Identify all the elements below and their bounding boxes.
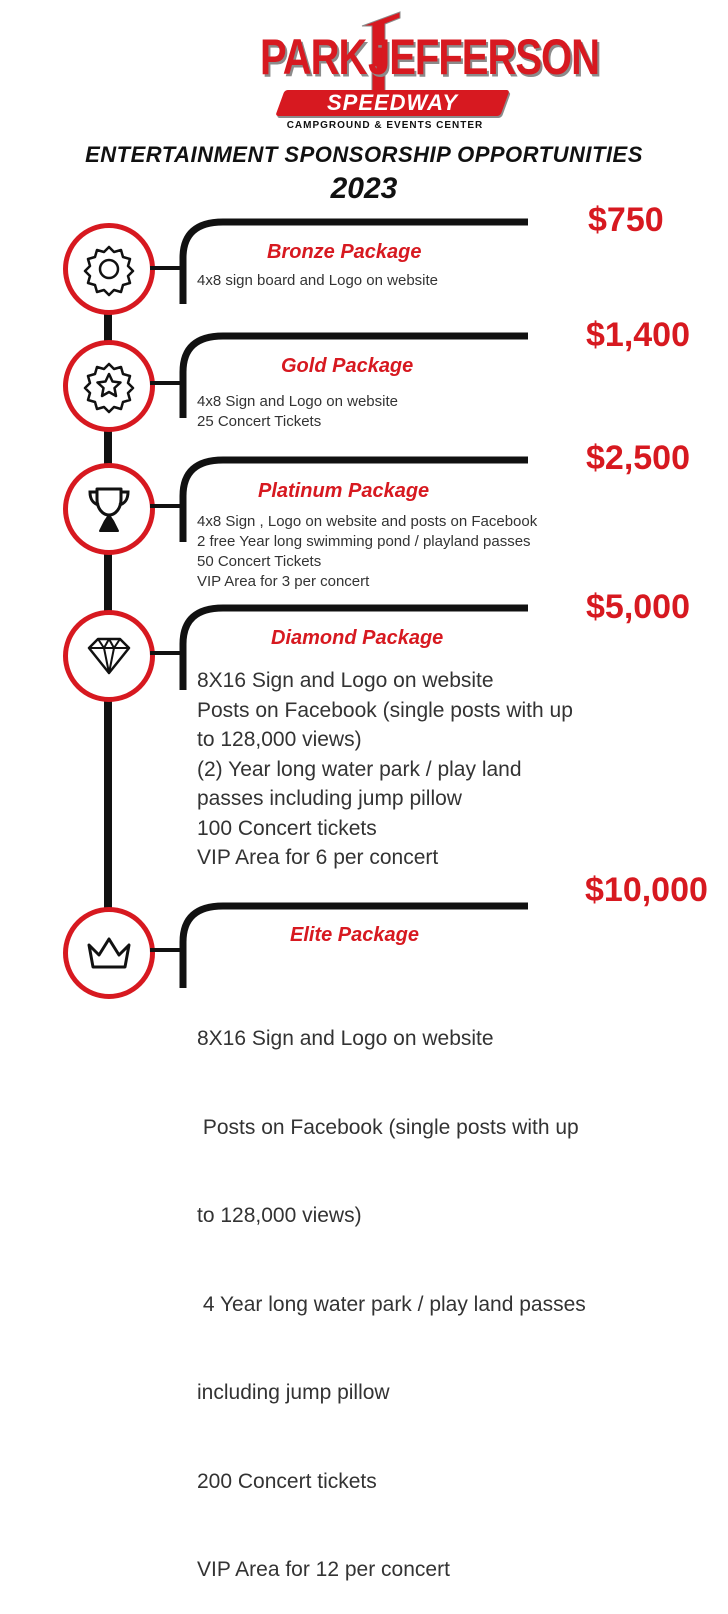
- elite-description: [197, 965, 586, 1614]
- logo-speedway-banner: [275, 90, 509, 116]
- desc-line: 4x8 Sign and Logo on website: [197, 393, 398, 410]
- logo-park-text: PARK: [260, 30, 367, 85]
- diamond-title: Diamond Package: [271, 627, 444, 649]
- desc-line: 100 Concert tickets: [197, 816, 377, 840]
- platinum-title: Platinum Package: [258, 480, 430, 502]
- page-year: 2023: [330, 172, 398, 205]
- star-badge-icon: [81, 358, 137, 414]
- diamond-price: $5,000: [586, 588, 690, 626]
- page-title: ENTERTAINMENT SPONSORSHIP OPPORTUNITIES: [85, 142, 643, 167]
- elite-price: $10,000: [585, 871, 708, 909]
- crown-icon: [81, 925, 137, 981]
- desc-line: Posts on Facebook (single posts with up: [197, 698, 573, 722]
- platinum-price: $2,500: [586, 439, 690, 477]
- desc-line: (2) Year long water park / play land: [197, 757, 522, 781]
- bronze-icon-circle: [63, 223, 155, 315]
- desc-line: to 128,000 views): [197, 1204, 362, 1227]
- diamond-connector: [150, 651, 180, 655]
- park-jefferson-speedway-logo: [250, 8, 600, 133]
- bronze-title: Bronze Package: [267, 241, 422, 263]
- desc-line: 2 free Year long swimming pond / playland passes: [197, 533, 531, 550]
- elite-title: Elite Package: [290, 924, 419, 946]
- diamond-icon-circle: [63, 610, 155, 702]
- desc-line: 4x8 Sign , Logo on website and posts on Facebook: [197, 513, 538, 530]
- desc-line: Posts on Facebook (single posts with up: [197, 1115, 579, 1139]
- desc-line: 8X16 Sign and Logo on website: [197, 669, 494, 692]
- bronze-price: $750: [588, 201, 664, 239]
- desc-line: VIP Area for 12 per concert: [197, 1558, 450, 1581]
- desc-line: 25 Concert Tickets: [197, 413, 322, 430]
- desc-line: passes including jump pillow: [197, 787, 462, 810]
- desc-line: including jump pillow: [197, 1381, 390, 1404]
- gear-icon: [81, 241, 137, 297]
- trophy-icon: [81, 481, 137, 537]
- bronze-connector: [150, 266, 180, 270]
- gold-title: Gold Package: [281, 355, 414, 377]
- desc-line: 200 Concert tickets: [197, 1469, 377, 1493]
- platinum-description: [197, 512, 537, 592]
- diamond-description: [197, 666, 573, 873]
- elite-icon-circle: [63, 907, 155, 999]
- logo-jefferson-text: JEFFERSON: [368, 30, 600, 85]
- gold-description: [197, 392, 398, 432]
- gold-icon-circle: [63, 340, 155, 432]
- desc-line: 50 Concert Tickets: [197, 553, 322, 570]
- gold-price: $1,400: [586, 316, 690, 354]
- diamond-icon: [81, 628, 137, 684]
- gold-connector: [150, 381, 180, 385]
- desc-line: 4x8 sign board and Logo on website: [197, 272, 439, 289]
- desc-line: VIP Area for 6 per concert: [197, 846, 439, 869]
- desc-line: to 128,000 views): [197, 728, 362, 751]
- bronze-description: [197, 271, 438, 291]
- elite-connector: [150, 948, 180, 952]
- desc-line: 8X16 Sign and Logo on website: [197, 1027, 494, 1050]
- platinum-connector: [150, 504, 180, 508]
- logo-speedway-text: SPEEDWAY: [326, 90, 459, 115]
- desc-line: 4 Year long water park / play land passes: [197, 1292, 586, 1316]
- platinum-icon-circle: [63, 463, 155, 555]
- desc-line: VIP Area for 3 per concert: [197, 573, 370, 590]
- logo-subtitle: CAMPGROUND & EVENTS CENTER: [286, 120, 484, 131]
